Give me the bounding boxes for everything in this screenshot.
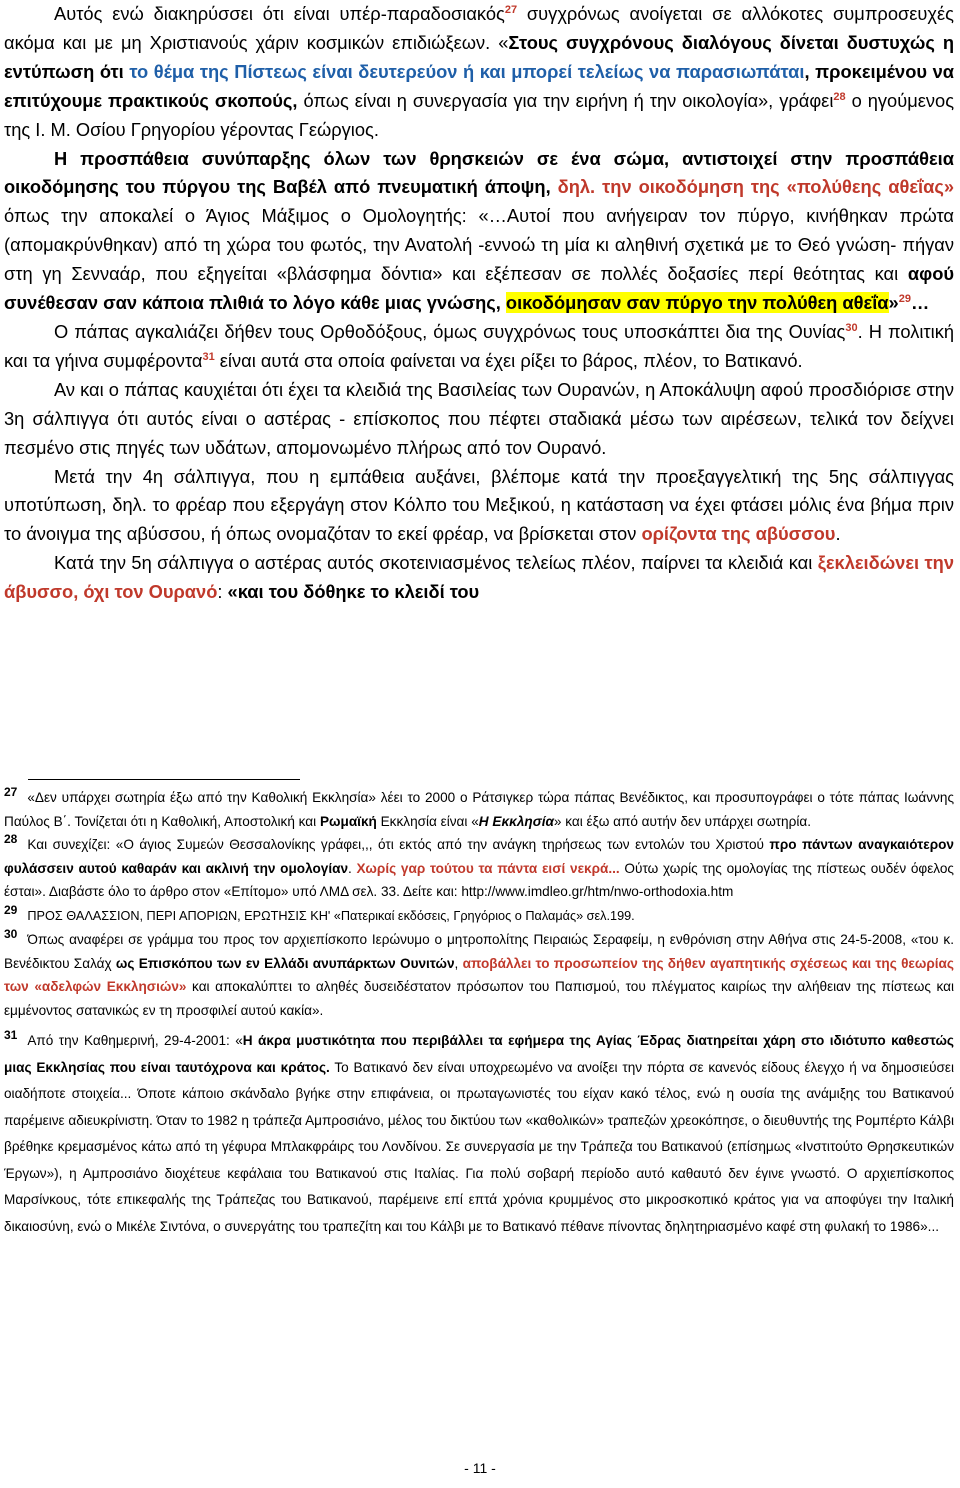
footnote-number: 31 [4, 1028, 18, 1042]
footnote-ref-27[interactable]: 27 [504, 4, 518, 16]
paragraph-6: Κατά την 5η σάλπιγγα ο αστέρας αυτός σκοτεινιασμένος τελείως πλέον, παίρνει τα κλειδιά και ξεκλειδώνει την άβυσσο, όχι τον Ουρανό: «και του δόθηκε το κλειδί του [4, 552, 954, 603]
footnote-ref-30[interactable]: 30 [845, 321, 858, 334]
page-number: - 11 - [464, 1460, 496, 1476]
footnotes [4, 786, 954, 1240]
paragraph-4: Αν και ο πάπας καυχιέται ότι έχει τα κλειδιά της Βασιλείας των Ουρανών, η Αποκάλυψη αφού προσδιόρισε στην 3η σάλπιγγα ότι αυτός είναι ο αστέρας - επίσκοπος που πέφτει σταδιακά μέσω των αιρέσεων, τελικά τον δείχνει πεσμένο στις πηγές των υδάτων, απομονωμένο πλήρως από τον Ουρανό. [4, 378, 954, 458]
footnote-number: 29 [4, 902, 18, 917]
footnote-27: 27 «Δεν υπάρχει σωτηρία έξω από την Καθολική Εκκλησία» λέει το 2000 ο Ράτσιγκερ τώρα πάπας Βενέδικτος, και προσυπογράφει ο τότε πάπας Ιωάννης Παύλος Β΄. Τονίζεται ότι η Καθολική, Αποστολική και Ρωμαϊκή Εκκλησία είναι «Η Εκκλησία» και έξω από αυτήν δεν υπάρχει σωτηρία. [4, 785, 954, 829]
highlighted-text: οικοδόμησαν σαν πύργο την πολύθεη αθεΐα [505, 292, 889, 314]
footnote-number: 27 [4, 785, 18, 799]
paragraph-5: Μετά την 4η σάλπιγγα, που η εμπάθεια αυξάνει, βλέπομε κατά την προεξαγγελτική της 5ης σάλπιγγας υποτύπωση, δηλ. το φρέαρ που εξεργάγη στον Κόλπο του Μεξικού, η κατάσταση να έχει φτάσει μόλις ένα βήμα πριν το άνοιγμα της αβύσσου, ή όπως ονομαζόταν το εκεί φρέαρ, να βρίσκεται στον ορίζοντα της αβύσσου. [4, 465, 954, 545]
footnote-28: 28 Και συνεχίζει: «Ο άγιος Συμεών Θεσσαλονίκης γράφει,,, ότι εκτός από την ανάγκη τηρήσεως των εντολών του Χριστού προ πάντων αναγκαιότερον φυλάσσειν αυτού καθαράν και ακλινή την ομολογίαν. Χωρίς γαρ τούτου τα πάντα εισί νεκρά... Ούτω χωρίς της ομολογίας της πίστεως ουδέν όφελος έσται». Διαβάστε όλο το άρθρο στον «Επίτομο» υπό ΛΜΔ σελ. 33. Δείτε και: http://www.imdleo.gr/htm/nwo-orthodoxia.htm [4, 832, 954, 899]
footnote-29: 29 ΠΡΟΣ ΘΑΛΑΣΣΙΟΝ, ΠΕΡΙ ΑΠΟΡΙΩΝ, ΕΡΩΤΗΣΙΣ ΚΗ' «Πατερικαί εκδόσεις, Γρηγόριος ο Παλαμάς» σελ.199. [4, 902, 635, 923]
main-text [4, 0, 954, 607]
footnote-ref-31[interactable]: 31 [202, 350, 215, 363]
footnote-31: 31 Από την Καθημερινή, 29-4-2001: «Η άκρα μυστικότητα που περιβάλλει τα εφήμερα της Αγίας Έδρας διατηρείται χάρη στο ιδιότυπο καθεστώς μιας Εκκλησίας που είναι ταυτόχρονα και κράτος. Το Βατικανό δεν είναι υποχρεωμένο να ανοίξει την πόρτα σε κανενός είδους έλεγχο ή να δημοσιεύσει οιαδήποτε στοιχεία... Όποτε κάποιο σκάνδαλο βγήκε στην επιφάνεια, οι πρωταγωνιστές του είχαν κακό τέλος, ενώ η ουσία της ανάμιξης του Βατικανού παρέμεινε αδιευκρίνιστη. Όταν το 1982 η τράπεζα Αμπροσιάνο, μέλος του δικτύου των «καθολικών» τραπεζών χρεοκόπησε, ο διευθυντής της Ρομπέρτο Κάλβι βρέθηκε κρεμασμένος κάτω από τη γέφυρα Μπλακφράιρς του Λονδίνου. Σε συνεργασία με την Τράπεζα του Βατικανού (επίσημως «Ινστιτούτο Θρησκευτικών Έργων»), η Αμπροσιάνο διοχέτευε κεφάλαια του Βατικανού στις Ιταλίας. Για πολύ σοβαρή περίοδο αυτό καθαυτό δεν έγινε γνωστό. Ο αρχιεπίσκοπος Μαρσίνκους, τότε επικεφαλής της Τράπεζας του Βατικανού, παρέμεινε επί επτά χρόνια κρυμμένος στο μικροσκοπικό κράτος για να αποφύγει την Ιταλική δικαιοσύνη, ενώ ο Μικέλε Σιντόνα, ο συνεργάτης του τραπεζίτη και του Κάλβι με το Βατικανό πέθανε πίνοντας δηλητηριασμένο καφέ στη φυλακή το 1986»... [4, 1028, 954, 1234]
footnote-number: 28 [4, 832, 18, 846]
footnote-separator [28, 779, 300, 780]
paragraph-3: Ο πάπας αγκαλιάζει δήθεν τους Ορθοδόξους, όμως συγχρόνως τους υποσκάπτει δια της Ουνίας$^{30}$. Η πολιτική και τα γήινα συμφέροντα$^{31}$ είναι αυτά στα οποία φαίνεται να έχει ρίξει το βάρος, πλέον, το Βατικανό. [4, 320, 955, 371]
footnote-30: 30 Όπως αναφέρει σε γράμμα του προς τον αρχιεπίσκοπο Ιερώνυμο ο μητροπολίτης Πειραιώς Σεραφείμ, η ενθρόνιση στην Αθήνα στις 24-5-2008, «του κ. Βενέδικτου Σαλάχ ως Επισκόπου των εν Ελλάδι ανυπάρκτων Ουνιτών, αποβάλλει το προσωπείον της δήθεν αγαπητικής σχέσεως και της θεωρίας των «αδελφών Εκκλησιών» και αποκαλύπτει το αληθές δυσειδέστατον πρόσωπον του Παπισμού, του πλέγματος καιρίως την αλήθειαν της πίστεως και εμμένοντος σατανικώς εν τη προσφιλεί αυτού κακία». [4, 927, 954, 1018]
footnote-ref-29[interactable]: 29 [898, 293, 911, 306]
paragraph-1: Αυτός ενώ διακηρύσσει ότι είναι υπέρ-παραδοσιακός$^{27}$ συγχρόνως ανοίγεται σε αλλόκοτες συμπροσευχές ακόμα και με μη Χριστιανούς χάριν κοσμικών επιδιώξεων. «Στους συγχρόνους διαλόγους δίνεται δυστυχώς η εντύπωση ότι το θέμα της Πίστεως είναι δευτερεύον ή και μπορεί τελείως να παρασιωπάται, προκειμένου να επιτύχουμε πρακτικούς σκοπούς, όπως είναι η συνεργασία για την ειρήνη ή την οικολογία», γράφει$^{28}$ ο ηγούμενος της Ι. Μ. Οσίου Γρηγορίου γέροντας Γεώργιος. [4, 3, 955, 140]
footnote-ref-28[interactable]: 28 [833, 90, 846, 103]
footnote-number: 30 [4, 927, 18, 941]
paragraph-2: Η προσπάθεια συνύπαρξης όλων των θρησκειών σε ένα σώμα, αντιστοιχεί στην προσπάθεια οικοδόμησης του πύργου της Βαβέλ από πνευματική άποψη, δηλ. την οικοδόμηση της «πολύθεης αθεΐας» όπως την αποκαλεί ο Άγιος Μάξιμος ο Ομολογητής: «…Αυτοί που ανήγειραν τον πύργο, κινήθηκαν πρώτα (απομακρύνθηκαν) από τη χώρα του φωτός, την Ανατολή -εννοώ τη μία κι αληθινή σχετικά με το Θεό γνώση- πήγαν στη γη Σενναάρ, που εξηγείται «βλάσφημα δόντια» και εξέπεσαν σε πολλές δοξασίες περί θεότητας και αφού συνέθεσαν σαν κάποια πλιθιά το λόγο κάθε μιας γνώσης, οικοδόμησαν σαν πύργο την πολύθεη αθεΐα»$^{29}$… [4, 147, 954, 314]
